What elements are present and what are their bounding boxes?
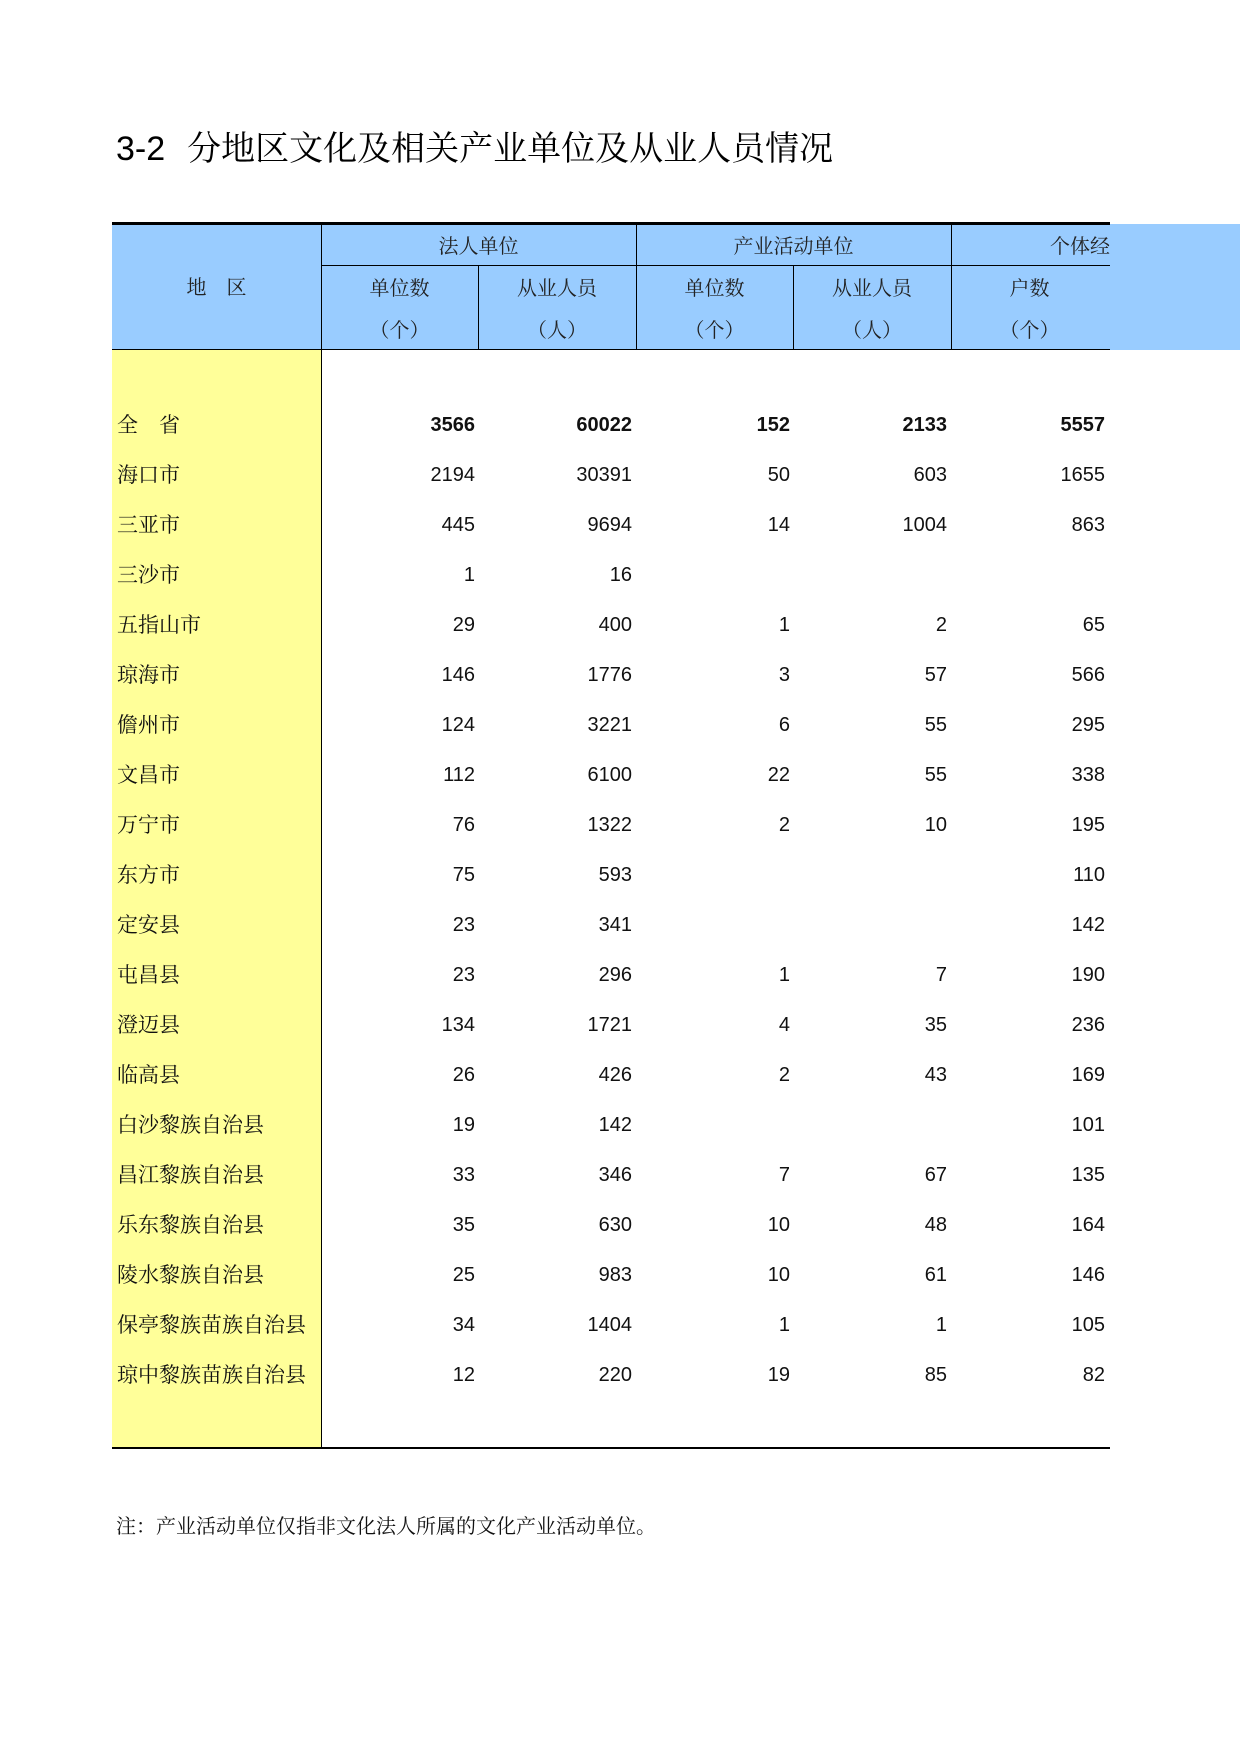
legal-units-value: 29: [452, 614, 475, 636]
activity-units-value: 50: [767, 464, 790, 486]
table-row: [0, 1300, 1240, 1350]
legal-units-value: 445: [441, 514, 475, 536]
header-activity-staff: 从业人员: [832, 276, 912, 300]
footnote: 注：产业活动单位仅指非文化法人所属的文化产业活动单位。: [116, 1514, 656, 1538]
activity-units-value: 19: [767, 1364, 790, 1386]
activity-staff-value: 35: [924, 1014, 947, 1036]
households-value: 566: [1071, 664, 1105, 686]
activity-staff-value: 43: [924, 1064, 947, 1086]
activity-units-value: 3: [778, 664, 790, 686]
region-name: 白沙黎族自治县: [117, 1113, 264, 1137]
region-name: 三沙市: [117, 563, 180, 587]
legal-units-value: 23: [452, 914, 475, 936]
legal-staff-value: 296: [598, 964, 632, 986]
header-activity-staff-unit: （人）: [842, 318, 902, 342]
activity-staff-value: 57: [924, 664, 947, 686]
region-name: 三亚市: [117, 513, 180, 537]
legal-units-value: 112: [443, 764, 475, 786]
activity-units-value: 152: [756, 414, 790, 436]
activity-units-value: [636, 550, 790, 600]
region-name: 文昌市: [117, 763, 180, 787]
header-individual-households: 户数: [1009, 276, 1050, 300]
households-value: 65: [1082, 614, 1105, 636]
households-value: [951, 550, 1105, 600]
header-bottom-rule: [112, 349, 1110, 350]
households-value: 101: [1071, 1114, 1105, 1136]
legal-staff-value: 1404: [587, 1314, 632, 1336]
activity-units-value: 14: [767, 514, 790, 536]
group-subheader-rule: [321, 265, 1110, 266]
activity-units-value: [636, 850, 790, 900]
legal-units-value: 3566: [430, 414, 475, 436]
activity-staff-value: 55: [924, 764, 947, 786]
activity-units-value: [636, 900, 790, 950]
activity-staff-value: 55: [924, 714, 947, 736]
header-activity-units-unit: （个）: [684, 318, 745, 342]
table-row: [0, 950, 1240, 1000]
activity-units-value: 1: [778, 1314, 790, 1336]
households-value: 195: [1071, 814, 1105, 836]
activity-staff-value: [793, 1100, 947, 1150]
legal-staff-value: 1721: [587, 1014, 632, 1036]
header-legal-staff: 从业人员: [517, 276, 597, 300]
activity-staff-value: [793, 850, 947, 900]
legal-staff-value: 426: [598, 1064, 632, 1086]
table-row: [0, 1050, 1240, 1100]
activity-staff-value: 1: [935, 1314, 947, 1336]
households-value: 1655: [1060, 464, 1105, 486]
activity-units-value: [636, 1100, 790, 1150]
table-row: [0, 550, 1240, 600]
table-row: [0, 1250, 1240, 1300]
activity-units-value: 22: [767, 764, 790, 786]
activity-units-value: 6: [778, 714, 790, 736]
region-name: 全 省: [117, 413, 180, 437]
table-row: [0, 600, 1240, 650]
legal-staff-value: 30391: [576, 464, 632, 486]
region-name: 屯昌县: [117, 963, 180, 987]
households-value: 236: [1071, 1014, 1105, 1036]
activity-units-value: 2: [778, 1064, 790, 1086]
region-name: 定安县: [117, 913, 180, 937]
activity-units-value: 2: [778, 814, 790, 836]
legal-staff-value: 16: [609, 564, 632, 586]
legal-units-value: 12: [452, 1364, 475, 1386]
table-row: [0, 1150, 1240, 1200]
activity-units-value: 1: [778, 964, 790, 986]
legal-units-value: 134: [441, 1014, 475, 1036]
region-name: 琼海市: [117, 663, 180, 687]
activity-units-value: 1: [778, 614, 790, 636]
households-value: 105: [1071, 1314, 1105, 1336]
legal-staff-value: 593: [598, 864, 632, 886]
households-value: 169: [1071, 1064, 1105, 1086]
region-name: 昌江黎族自治县: [117, 1163, 264, 1187]
activity-staff-value: [793, 550, 947, 600]
region-name: 五指山市: [117, 613, 201, 637]
region-name: 万宁市: [117, 813, 180, 837]
households-value: 5557: [1060, 414, 1105, 436]
table-top-rule: [112, 222, 1110, 225]
table-row: [0, 450, 1240, 500]
legal-staff-value: 220: [598, 1364, 632, 1386]
activity-units-value: 10: [767, 1264, 790, 1286]
legal-units-value: 75: [452, 864, 475, 886]
header-legal-units: 单位数: [369, 276, 430, 300]
legal-units-value: 1: [463, 564, 475, 586]
header-group-activity-units: 产业活动单位: [733, 234, 854, 258]
region-name: 陵水黎族自治县: [117, 1263, 264, 1287]
region-name: 儋州市: [117, 713, 180, 737]
activity-staff-value: 61: [924, 1264, 947, 1286]
activity-staff-value: 67: [924, 1164, 947, 1186]
table-bottom-rule: [112, 1447, 1110, 1449]
households-value: 142: [1071, 914, 1105, 936]
activity-staff-value: [793, 900, 947, 950]
legal-staff-value: 60022: [576, 414, 632, 436]
activity-staff-value: 2: [935, 614, 947, 636]
activity-units-value: 4: [778, 1014, 790, 1036]
activity-staff-value: 1004: [902, 514, 947, 536]
table-row: [0, 650, 1240, 700]
activity-units-value: 10: [767, 1214, 790, 1236]
table-row: [0, 700, 1240, 750]
region-name: 乐东黎族自治县: [117, 1213, 264, 1237]
region-name: 澄迈县: [117, 1013, 180, 1037]
header-region: 地 区: [186, 275, 247, 299]
legal-staff-value: 9694: [587, 514, 632, 536]
table-row: [0, 850, 1240, 900]
activity-staff-value: 10: [924, 814, 947, 836]
households-value: 110: [1073, 864, 1105, 886]
header-legal-staff-unit: （人）: [527, 318, 587, 342]
households-value: 338: [1071, 764, 1105, 786]
table-row: [0, 900, 1240, 950]
table-row: [0, 500, 1240, 550]
legal-units-value: 26: [452, 1064, 475, 1086]
legal-units-value: 25: [452, 1264, 475, 1286]
table-row: [0, 750, 1240, 800]
households-value: 190: [1071, 964, 1105, 986]
table-title-text: 分地区文化及相关产业单位及从业人员情况: [187, 129, 834, 169]
legal-staff-value: 983: [598, 1264, 632, 1286]
activity-units-value: 7: [778, 1164, 790, 1186]
activity-staff-value: 85: [924, 1364, 947, 1386]
activity-staff-value: 48: [924, 1214, 947, 1236]
households-value: 82: [1082, 1364, 1105, 1386]
households-value: 863: [1071, 514, 1105, 536]
legal-staff-value: 341: [598, 914, 632, 936]
table-row: [0, 1200, 1240, 1250]
legal-staff-value: 6100: [587, 764, 632, 786]
table-row: [0, 1000, 1240, 1050]
activity-staff-value: 603: [913, 464, 947, 486]
legal-units-value: 146: [441, 664, 475, 686]
legal-units-value: 124: [441, 714, 475, 736]
activity-staff-value: 7: [935, 964, 947, 986]
legal-units-value: 34: [452, 1314, 475, 1336]
region-name: 保亭黎族苗族自治县: [117, 1313, 306, 1337]
households-value: 146: [1071, 1264, 1105, 1286]
table-row: [0, 1100, 1240, 1150]
legal-units-value: 76: [452, 814, 475, 836]
legal-units-value: 35: [452, 1214, 475, 1236]
households-value: 135: [1071, 1164, 1105, 1186]
header-individual-households-unit: （个）: [999, 318, 1060, 342]
table-row: [0, 400, 1240, 450]
page-title: [116, 126, 833, 172]
legal-staff-value: 1322: [587, 814, 632, 836]
table-number: 3-2: [116, 130, 166, 168]
header-activity-units: 单位数: [684, 276, 745, 300]
households-value: 164: [1071, 1214, 1105, 1236]
legal-staff-value: 346: [598, 1164, 632, 1186]
header-legal-units-unit: （个）: [369, 318, 430, 342]
header-group-individual: 个体经: [1050, 234, 1110, 258]
region-name: 临高县: [117, 1063, 180, 1087]
legal-staff-value: 400: [598, 614, 632, 636]
table-row: [0, 1350, 1240, 1400]
legal-units-value: 19: [452, 1114, 475, 1136]
legal-staff-value: 630: [598, 1214, 632, 1236]
households-value: 295: [1071, 714, 1105, 736]
legal-staff-value: 142: [598, 1114, 632, 1136]
legal-staff-value: 3221: [587, 714, 632, 736]
activity-staff-value: 2133: [902, 414, 947, 436]
header-group-legal-entities: 法人单位: [438, 234, 519, 258]
legal-staff-value: 1776: [587, 664, 632, 686]
region-name: 海口市: [117, 463, 180, 487]
region-name: 琼中黎族苗族自治县: [117, 1363, 306, 1387]
table-row: [0, 800, 1240, 850]
legal-units-value: 33: [452, 1164, 475, 1186]
region-name: 东方市: [117, 863, 180, 887]
legal-units-value: 23: [452, 964, 475, 986]
legal-units-value: 2194: [430, 464, 475, 486]
